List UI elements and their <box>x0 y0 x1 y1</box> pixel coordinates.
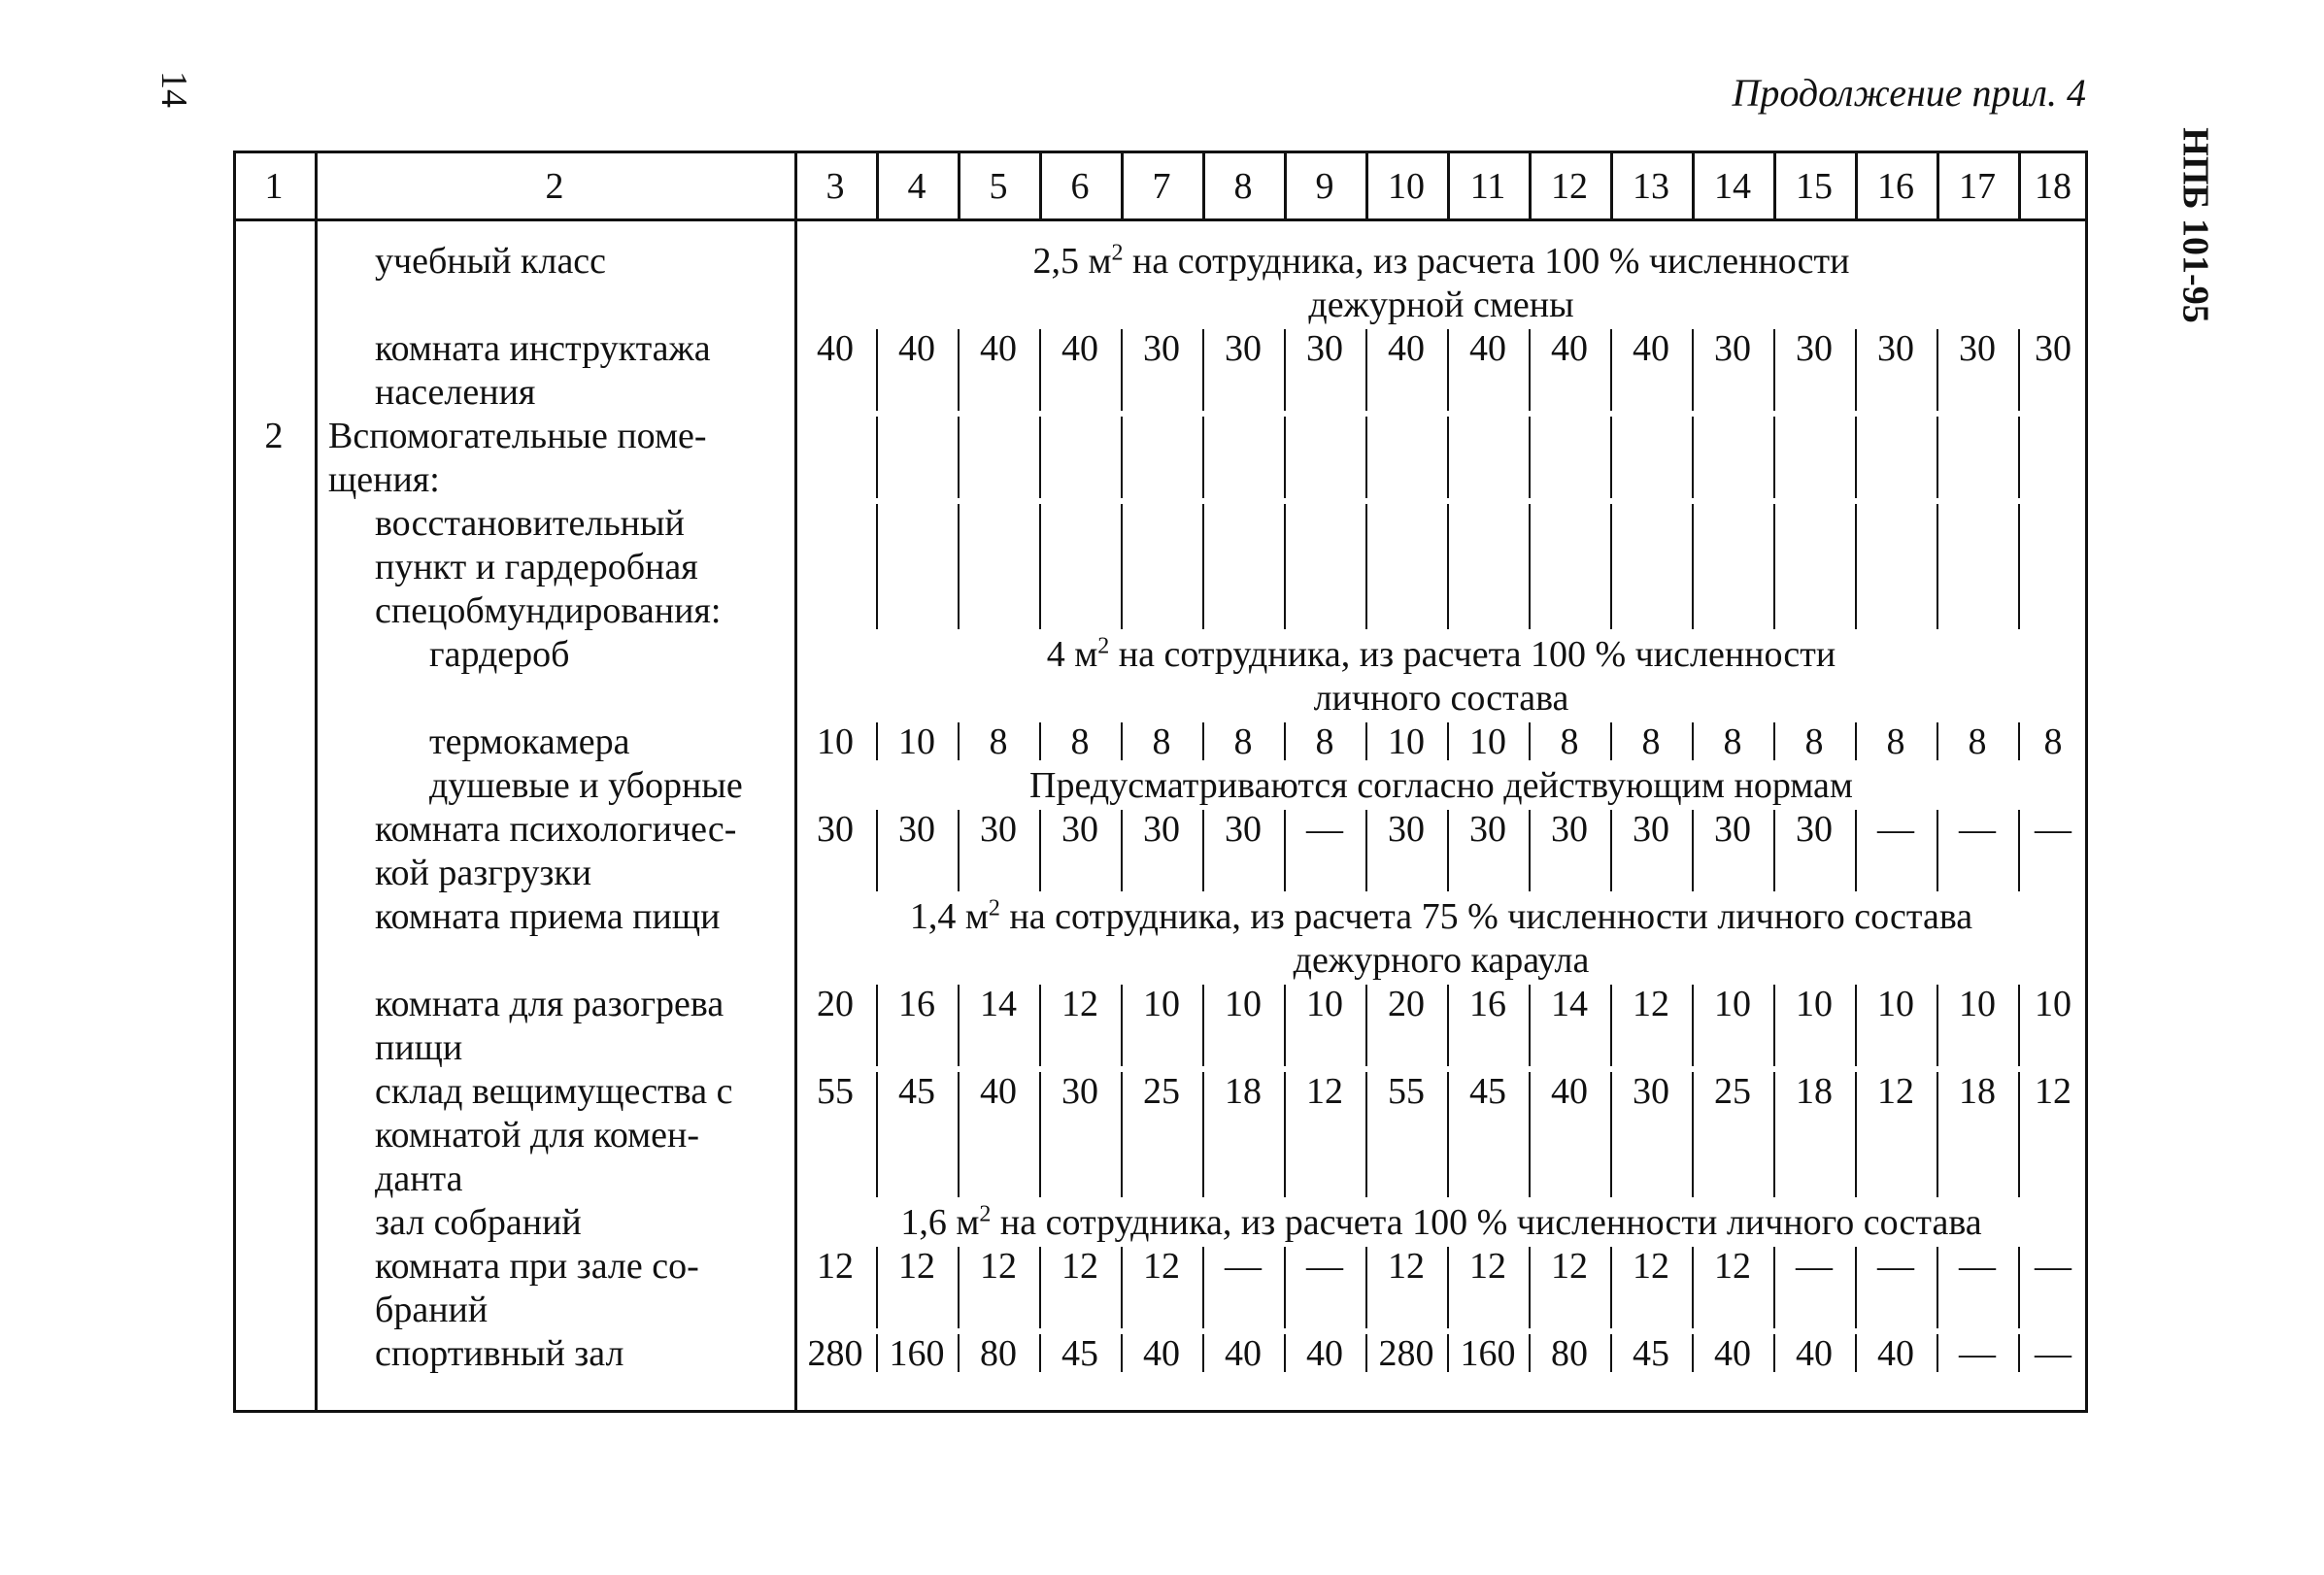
value-cell: — <box>2035 809 2071 850</box>
value-cell: 16 <box>1469 984 1506 1024</box>
row-label: комната инструктажа <box>375 328 711 369</box>
value-cell: 12 <box>2035 1071 2071 1112</box>
value-cell: 40 <box>817 328 854 369</box>
row-label: комната для разогрева <box>375 984 724 1024</box>
row-label: пункт и гардеробная <box>375 547 698 587</box>
value-cell: 30 <box>1143 328 1180 369</box>
value-cell: 30 <box>1388 809 1425 850</box>
value-cell: 30 <box>1633 809 1669 850</box>
value-cell: 30 <box>1061 1071 1098 1112</box>
value-cell: 12 <box>1061 984 1098 1024</box>
value-cell: 8 <box>1152 721 1171 762</box>
value-cell: 10 <box>1796 984 1833 1024</box>
row-label: данта <box>375 1158 463 1199</box>
value-cell: 14 <box>1551 984 1588 1024</box>
value-cell: 40 <box>898 328 935 369</box>
value-cell: 55 <box>817 1071 854 1112</box>
value-cell: 30 <box>1633 1071 1669 1112</box>
value-col-divider <box>1284 417 1286 498</box>
header-separator <box>233 218 2088 221</box>
value-cell: 12 <box>1061 1246 1098 1287</box>
value-cell: 40 <box>1143 1333 1180 1374</box>
value-cell: 8 <box>1723 721 1742 762</box>
value-col-divider <box>1937 504 1938 629</box>
header-cell: 7 <box>1152 166 1171 207</box>
row-label: склад вещимущества с <box>375 1071 733 1112</box>
row-label: зал собраний <box>375 1202 582 1243</box>
value-cell: — <box>1877 809 1914 850</box>
value-cell: 18 <box>1959 1071 1996 1112</box>
header-cell: 10 <box>1388 166 1425 207</box>
document-code: НПБ 101-95 <box>2174 127 2216 323</box>
value-cell: 12 <box>1551 1246 1588 1287</box>
value-col-divider <box>1692 417 1694 498</box>
value-cell: 10 <box>1877 984 1914 1024</box>
value-cell: 40 <box>1633 328 1669 369</box>
value-cell: 30 <box>980 809 1017 850</box>
value-col-divider <box>1202 417 1204 498</box>
value-cell: 12 <box>817 1246 854 1287</box>
value-cell: 25 <box>1143 1071 1180 1112</box>
value-cell: 14 <box>980 984 1017 1024</box>
value-col-divider <box>1855 417 1857 498</box>
value-col-divider <box>1855 504 1857 629</box>
merged-norm-text: 1,4 $м^2$ на сотрудника, из расчета 75 % численности личного состава <box>909 895 1973 937</box>
value-cell: 10 <box>1959 984 1996 1024</box>
value-cell: 25 <box>1714 1071 1751 1112</box>
row-label: комната приема пищи <box>375 896 721 937</box>
row-label: гардероб <box>429 634 570 675</box>
value-cell: — <box>1959 1246 1996 1287</box>
value-cell: 30 <box>1959 328 1996 369</box>
header-cell: 4 <box>907 166 926 207</box>
value-cell: 8 <box>989 721 1008 762</box>
value-cell: 10 <box>2035 984 2071 1024</box>
value-cell: 8 <box>1641 721 1661 762</box>
merged-norm-text: Предусматриваются согласно действующим нормам <box>1029 765 1853 806</box>
value-cell: 30 <box>1225 809 1262 850</box>
row-label: комната при зале со- <box>375 1246 699 1287</box>
value-cell: 45 <box>1633 1333 1669 1374</box>
value-cell: 45 <box>898 1071 935 1112</box>
value-col-divider <box>1773 504 1775 629</box>
merged-norm-text: 2,5 $м^2$ на сотрудника, из расчета 100 % численности <box>1032 240 1850 282</box>
value-cell: 10 <box>817 721 854 762</box>
header-cell: 2 <box>545 166 564 207</box>
merged-norm-text: дежурного караула <box>1293 940 1590 981</box>
value-cell: 12 <box>980 1246 1017 1287</box>
value-col-divider <box>1121 504 1123 629</box>
value-col-divider <box>876 417 878 498</box>
value-cell: 30 <box>1143 809 1180 850</box>
value-cell: 10 <box>1225 984 1262 1024</box>
value-col-divider <box>958 417 960 498</box>
value-col-divider <box>1692 504 1694 629</box>
row-label: щения: <box>328 459 440 500</box>
row-label: душевые и уборные <box>429 765 743 806</box>
header-cell: 8 <box>1233 166 1253 207</box>
value-cell: — <box>1796 1246 1833 1287</box>
row-label: пищи <box>375 1027 463 1068</box>
value-cell: 10 <box>1388 721 1425 762</box>
row-label: учебный класс <box>375 241 607 282</box>
value-cell: 40 <box>1061 328 1098 369</box>
row-label: кой разгрузки <box>375 853 592 893</box>
value-cell: 40 <box>1388 328 1425 369</box>
header-cell: 12 <box>1551 166 1588 207</box>
value-cell: 40 <box>980 328 1017 369</box>
value-cell: 8 <box>1804 721 1824 762</box>
merged-norm-text: личного состава <box>1313 678 1569 719</box>
row-label: комната психологичес- <box>375 809 737 850</box>
header-cell: 14 <box>1714 166 1751 207</box>
value-col-divider <box>1202 504 1204 629</box>
value-col-divider <box>1365 504 1367 629</box>
value-cell: 10 <box>1714 984 1751 1024</box>
value-cell: 40 <box>1551 1071 1588 1112</box>
value-cell: 30 <box>817 809 854 850</box>
value-col-divider <box>1529 504 1531 629</box>
value-cell: 12 <box>898 1246 935 1287</box>
value-col-divider <box>1937 417 1938 498</box>
row-label: спецобмундирования: <box>375 590 722 631</box>
value-col-divider <box>876 504 878 629</box>
value-col-divider <box>1447 417 1449 498</box>
value-cell: 12 <box>1306 1071 1343 1112</box>
row-label: населения <box>375 372 536 413</box>
row-label: спортивный зал <box>375 1333 624 1374</box>
value-cell: 30 <box>1714 809 1751 850</box>
value-cell: 20 <box>1388 984 1425 1024</box>
value-cell: 30 <box>1306 328 1343 369</box>
value-col-divider <box>1039 417 1041 498</box>
value-cell: 55 <box>1388 1071 1425 1112</box>
value-cell: 30 <box>898 809 935 850</box>
row-label: термокамера <box>429 721 630 762</box>
value-cell: — <box>1877 1246 1914 1287</box>
col-divider <box>315 151 318 1413</box>
merged-norm-text: дежурной смены <box>1308 285 1574 325</box>
value-col-divider <box>2018 417 2020 498</box>
value-cell: 160 <box>889 1333 945 1374</box>
value-cell: 30 <box>1796 328 1833 369</box>
value-cell: 30 <box>1714 328 1751 369</box>
value-cell: 80 <box>980 1333 1017 1374</box>
value-cell: 16 <box>898 984 935 1024</box>
merged-norm-text: 4 $м^2$ на сотрудника, из расчета 100 % численности <box>1046 633 1836 675</box>
value-cell: 18 <box>1225 1071 1262 1112</box>
header-cell: 11 <box>1469 166 1506 207</box>
value-col-divider <box>1529 417 1531 498</box>
value-cell: 40 <box>1469 328 1506 369</box>
value-cell: 12 <box>1877 1071 1914 1112</box>
header-cell: 15 <box>1796 166 1833 207</box>
row-label: восстановительный <box>375 503 685 544</box>
value-cell: — <box>2035 1246 2071 1287</box>
value-cell: 40 <box>980 1071 1017 1112</box>
row-label: Вспомогательные поме- <box>328 416 707 456</box>
value-cell: 8 <box>1886 721 1905 762</box>
value-cell: 40 <box>1877 1333 1914 1374</box>
value-cell: 18 <box>1796 1071 1833 1112</box>
value-cell: — <box>1306 809 1343 850</box>
value-cell: 12 <box>1388 1246 1425 1287</box>
value-col-divider <box>1610 417 1612 498</box>
row-label: браний <box>375 1290 488 1330</box>
header-cell: 1 <box>264 166 284 207</box>
value-col-divider <box>1610 504 1612 629</box>
value-cell: 30 <box>1469 809 1506 850</box>
value-cell: 80 <box>1551 1333 1588 1374</box>
value-col-divider <box>1284 504 1286 629</box>
value-col-divider <box>1365 417 1367 498</box>
value-col-divider <box>1447 504 1449 629</box>
norms-table <box>233 151 2088 1413</box>
value-cell: 12 <box>1633 1246 1669 1287</box>
value-cell: 10 <box>1143 984 1180 1024</box>
value-cell: 40 <box>1551 328 1588 369</box>
value-cell: — <box>2035 1333 2071 1374</box>
value-cell: 160 <box>1460 1333 1516 1374</box>
value-cell: 10 <box>1306 984 1343 1024</box>
value-cell: 30 <box>1225 328 1262 369</box>
value-cell: 45 <box>1061 1333 1098 1374</box>
value-cell: 8 <box>1070 721 1090 762</box>
value-cell: 280 <box>1378 1333 1434 1374</box>
header-cell: 3 <box>825 166 845 207</box>
value-cell: 30 <box>1877 328 1914 369</box>
header-cell: 9 <box>1315 166 1334 207</box>
value-cell: 12 <box>1714 1246 1751 1287</box>
value-cell: 10 <box>1469 721 1506 762</box>
section-number: 2 <box>264 416 284 456</box>
value-cell: 30 <box>1796 809 1833 850</box>
row-label: комнатой для комен- <box>375 1115 700 1156</box>
value-cell: 8 <box>1233 721 1253 762</box>
value-cell: 8 <box>1315 721 1334 762</box>
continuation-caption: Продолжение прил. 4 <box>1732 71 2086 115</box>
value-cell: — <box>1306 1246 1343 1287</box>
value-col-divider <box>1121 417 1123 498</box>
value-cell: — <box>1225 1246 1262 1287</box>
value-cell: 10 <box>898 721 935 762</box>
header-cell: 13 <box>1633 166 1669 207</box>
value-cell: 8 <box>1968 721 1987 762</box>
value-cell: 30 <box>1551 809 1588 850</box>
value-col-divider <box>1773 417 1775 498</box>
value-cell: — <box>1959 1333 1996 1374</box>
value-cell: 20 <box>817 984 854 1024</box>
value-cell: 30 <box>2035 328 2071 369</box>
value-cell: 12 <box>1469 1246 1506 1287</box>
header-cell: 5 <box>989 166 1008 207</box>
value-cell: 40 <box>1714 1333 1751 1374</box>
page-number: 14 <box>153 71 194 108</box>
value-cell: 30 <box>1061 809 1098 850</box>
value-cell: 45 <box>1469 1071 1506 1112</box>
value-col-divider <box>2018 504 2020 629</box>
value-col-divider <box>1039 504 1041 629</box>
value-cell: 40 <box>1306 1333 1343 1374</box>
header-cell: 17 <box>1959 166 1996 207</box>
value-cell: 12 <box>1143 1246 1180 1287</box>
header-cell: 18 <box>2035 166 2071 207</box>
value-cell: 12 <box>1633 984 1669 1024</box>
value-col-divider <box>958 504 960 629</box>
value-cell: — <box>1959 809 1996 850</box>
value-cell: 40 <box>1796 1333 1833 1374</box>
header-cell: 6 <box>1070 166 1090 207</box>
value-cell: 8 <box>2043 721 2063 762</box>
value-cell: 280 <box>807 1333 863 1374</box>
value-cell: 40 <box>1225 1333 1262 1374</box>
merged-norm-text: 1,6 $м^2$ на сотрудника, из расчета 100 % численности личного состава <box>900 1201 1982 1243</box>
value-cell: 8 <box>1560 721 1579 762</box>
header-cell: 16 <box>1877 166 1914 207</box>
